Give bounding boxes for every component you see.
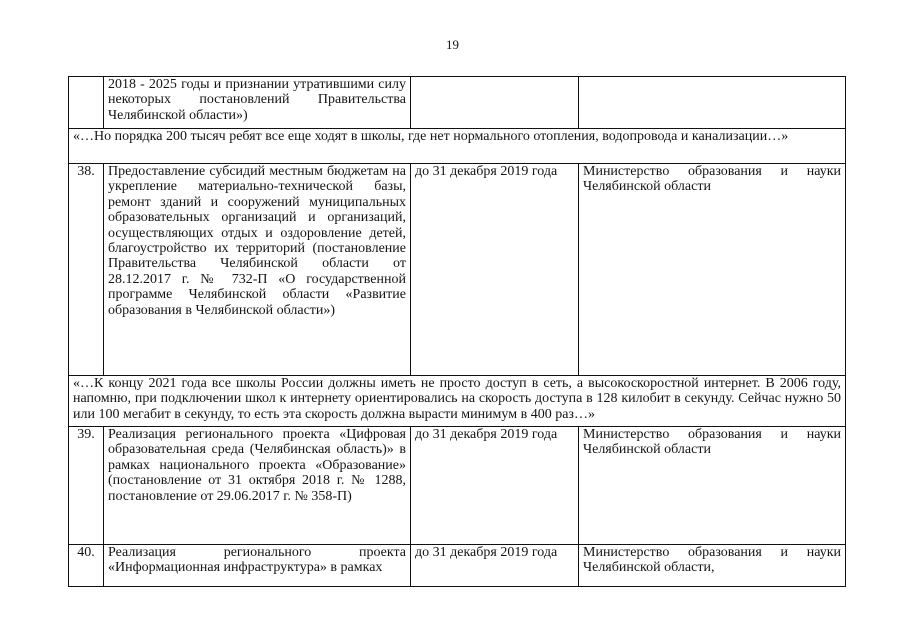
responsible-cell: Министерство образования и науки Челябинской области [579,427,846,545]
deadline-cell [411,77,579,129]
responsible-cell: Министерство образования и науки Челябинской области [579,164,846,376]
quote-cell: «…К концу 2021 года все школы России должны иметь не просто доступ в сеть, а высокоскоростной интернет. В 2006 году, напомню, при подключении школ к интернету ориентировались на скорость доступа в 128 килобит в секунду. Сейчас нужно 50 или 100 мегабит в секунду, то есть эта скорость должна вырасти минимум в 400 раз…» [69,376,846,427]
responsible-cell [579,77,846,129]
page-number: 19 [446,37,459,52]
deadline-cell: до 31 декабря 2019 года [411,427,579,545]
table-row [69,164,846,376]
table-row [69,427,846,545]
deadline-cell: до 31 декабря 2019 года [411,545,579,587]
activity-cell: Предоставление субсидий местным бюджетам на укрепление материально-технической базы, ремонт зданий и сооружений муниципальных образовательных организаций и организаций, осуществляющих отдых и оздоровление детей, благоустройство их территорий (постановление Правительства Челябинской области от 28.12.2017 г. № 732-П «О государственной программе Челябинской области «Развитие образования в Челябинской области») [104,164,411,376]
row-number-cell: 38. [69,164,104,376]
activity-cell: Реализация регионального проекта «Информационная инфраструктура» в рамках [104,545,411,587]
row-number-cell: 39. [69,427,104,545]
quote-cell: «…Но порядка 200 тысяч ребят все еще ходят в школы, где нет нормального отопления, водопровода и канализации…» [69,129,846,164]
quote-row [69,376,846,427]
quote-row [69,129,846,164]
deadline-cell: до 31 декабря 2019 года [411,164,579,376]
measures-table [68,76,846,587]
activity-cell: 2018 - 2025 годы и признании утратившими силу некоторых постановлений Правительства Челябинской области») [104,77,411,129]
table-row [69,545,846,587]
responsible-cell: Министерство образования и науки Челябинской области, [579,545,846,587]
table-row [69,77,846,129]
row-number-cell: 40. [69,545,104,587]
row-number-cell [69,77,104,129]
activity-cell: Реализация регионального проекта «Цифровая образовательная среда (Челябинская область)» в рамках национального проекта «Образование» (постановление от 31 октября 2018 г. № 1288, постановление от 29.06.2017 г. № 358-П) [104,427,411,545]
